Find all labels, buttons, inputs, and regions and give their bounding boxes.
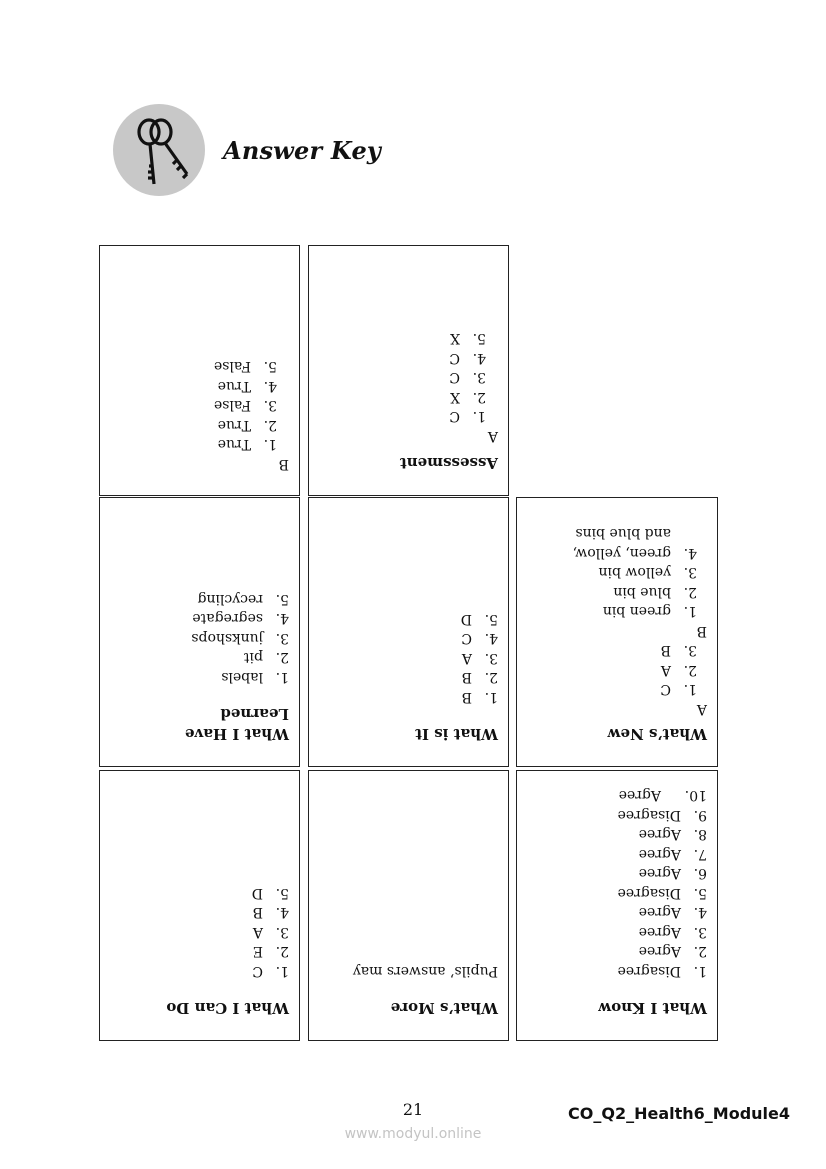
card-title: What I Can Do xyxy=(166,999,289,1017)
section-label: B xyxy=(278,456,289,472)
list-item: 1.C xyxy=(660,681,697,698)
list-item: 1.green bin xyxy=(602,603,697,620)
list-item: 9.Disagree xyxy=(617,807,707,823)
list-item: 5.False xyxy=(213,358,277,375)
list-item: 2.B xyxy=(461,669,498,686)
list-item: 2.X xyxy=(450,389,486,405)
list-item: 1.True xyxy=(217,436,277,453)
card-whats-more xyxy=(308,770,509,1041)
list-item: 3.False xyxy=(213,397,277,414)
module-code: CO_Q2_Health6_Module4 xyxy=(568,1104,790,1123)
answer-key-logo xyxy=(113,104,205,196)
list-item: 2.A xyxy=(660,662,697,678)
card-title: Assessment xyxy=(399,454,498,472)
section-label: B xyxy=(696,623,707,639)
card-assessment xyxy=(308,245,509,496)
list-item: 3.A xyxy=(461,650,498,666)
answer-list xyxy=(461,609,498,707)
card-what-i-have-learned xyxy=(99,497,300,767)
list-item: and blue bins xyxy=(575,525,671,542)
card-title: What I Know xyxy=(598,999,707,1017)
card-title: What I Have Learned xyxy=(184,705,289,743)
list-item: 4.green, yellow, xyxy=(572,545,697,561)
section-label: A xyxy=(696,701,707,717)
watermark: www.modyul.online xyxy=(344,1126,482,1142)
answer-list xyxy=(191,589,289,687)
answer-list xyxy=(618,785,707,980)
card-what-i-can-do xyxy=(99,770,300,1041)
answer-list xyxy=(573,523,708,621)
card-what-is-it xyxy=(308,497,509,767)
list-item: 2.blue bin xyxy=(613,584,697,600)
answer-list xyxy=(449,328,498,426)
card-what-i-know xyxy=(516,770,718,1041)
card-text: Pupils’ answers may xyxy=(352,963,498,979)
list-item: 1.labels xyxy=(221,669,289,685)
list-item: 7.Agree xyxy=(638,846,707,862)
list-item: 3.C xyxy=(449,369,486,386)
card-whats-new xyxy=(516,497,718,767)
list-item: 5.D xyxy=(460,611,498,627)
answer-list xyxy=(573,640,708,699)
card-title: What’s New xyxy=(607,725,707,743)
list-item: 5.recycling xyxy=(197,591,289,607)
list-item: 5.X xyxy=(450,330,486,347)
card-title: What is It xyxy=(415,725,498,743)
list-item: 4.C xyxy=(461,630,498,647)
list-item: 6.Agree xyxy=(638,865,707,882)
list-item: 4.B xyxy=(252,904,289,921)
page-number: 21 xyxy=(402,1100,424,1119)
list-item: 3.yellow bin xyxy=(598,564,697,581)
list-item: 2.True xyxy=(217,417,277,433)
list-item: 2.E xyxy=(252,943,289,960)
list-item: 4.C xyxy=(449,350,486,366)
list-item: 4.Agree xyxy=(638,904,707,921)
section-label: A xyxy=(487,428,498,444)
list-item: 5.Disagree xyxy=(617,885,707,901)
keys-icon xyxy=(113,104,205,196)
list-item: 3.B xyxy=(660,642,697,659)
list-item: 1.C xyxy=(252,963,289,979)
list-item: 1.Disagree xyxy=(617,963,707,979)
card-assessment-b xyxy=(99,245,300,496)
list-item: 10.Agree xyxy=(618,787,707,804)
list-item: 8.Agree xyxy=(638,826,707,843)
answer-list xyxy=(252,883,289,981)
list-item: 5.D xyxy=(251,885,289,901)
list-item: 2.Agree xyxy=(638,943,707,960)
answer-list xyxy=(214,356,289,454)
list-item: 1.B xyxy=(461,689,498,705)
list-item: 3.junkshops xyxy=(191,630,289,646)
list-item: 4.segregate xyxy=(192,610,289,627)
page-title: Answer Key xyxy=(223,136,382,165)
list-item: 1.C xyxy=(449,408,486,425)
list-item: 4.True xyxy=(217,378,277,394)
card-title: What’s More xyxy=(390,999,498,1017)
list-item: 3.Agree xyxy=(638,924,707,940)
list-item: 3.A xyxy=(252,924,289,940)
list-item: 2.pit xyxy=(243,649,289,666)
